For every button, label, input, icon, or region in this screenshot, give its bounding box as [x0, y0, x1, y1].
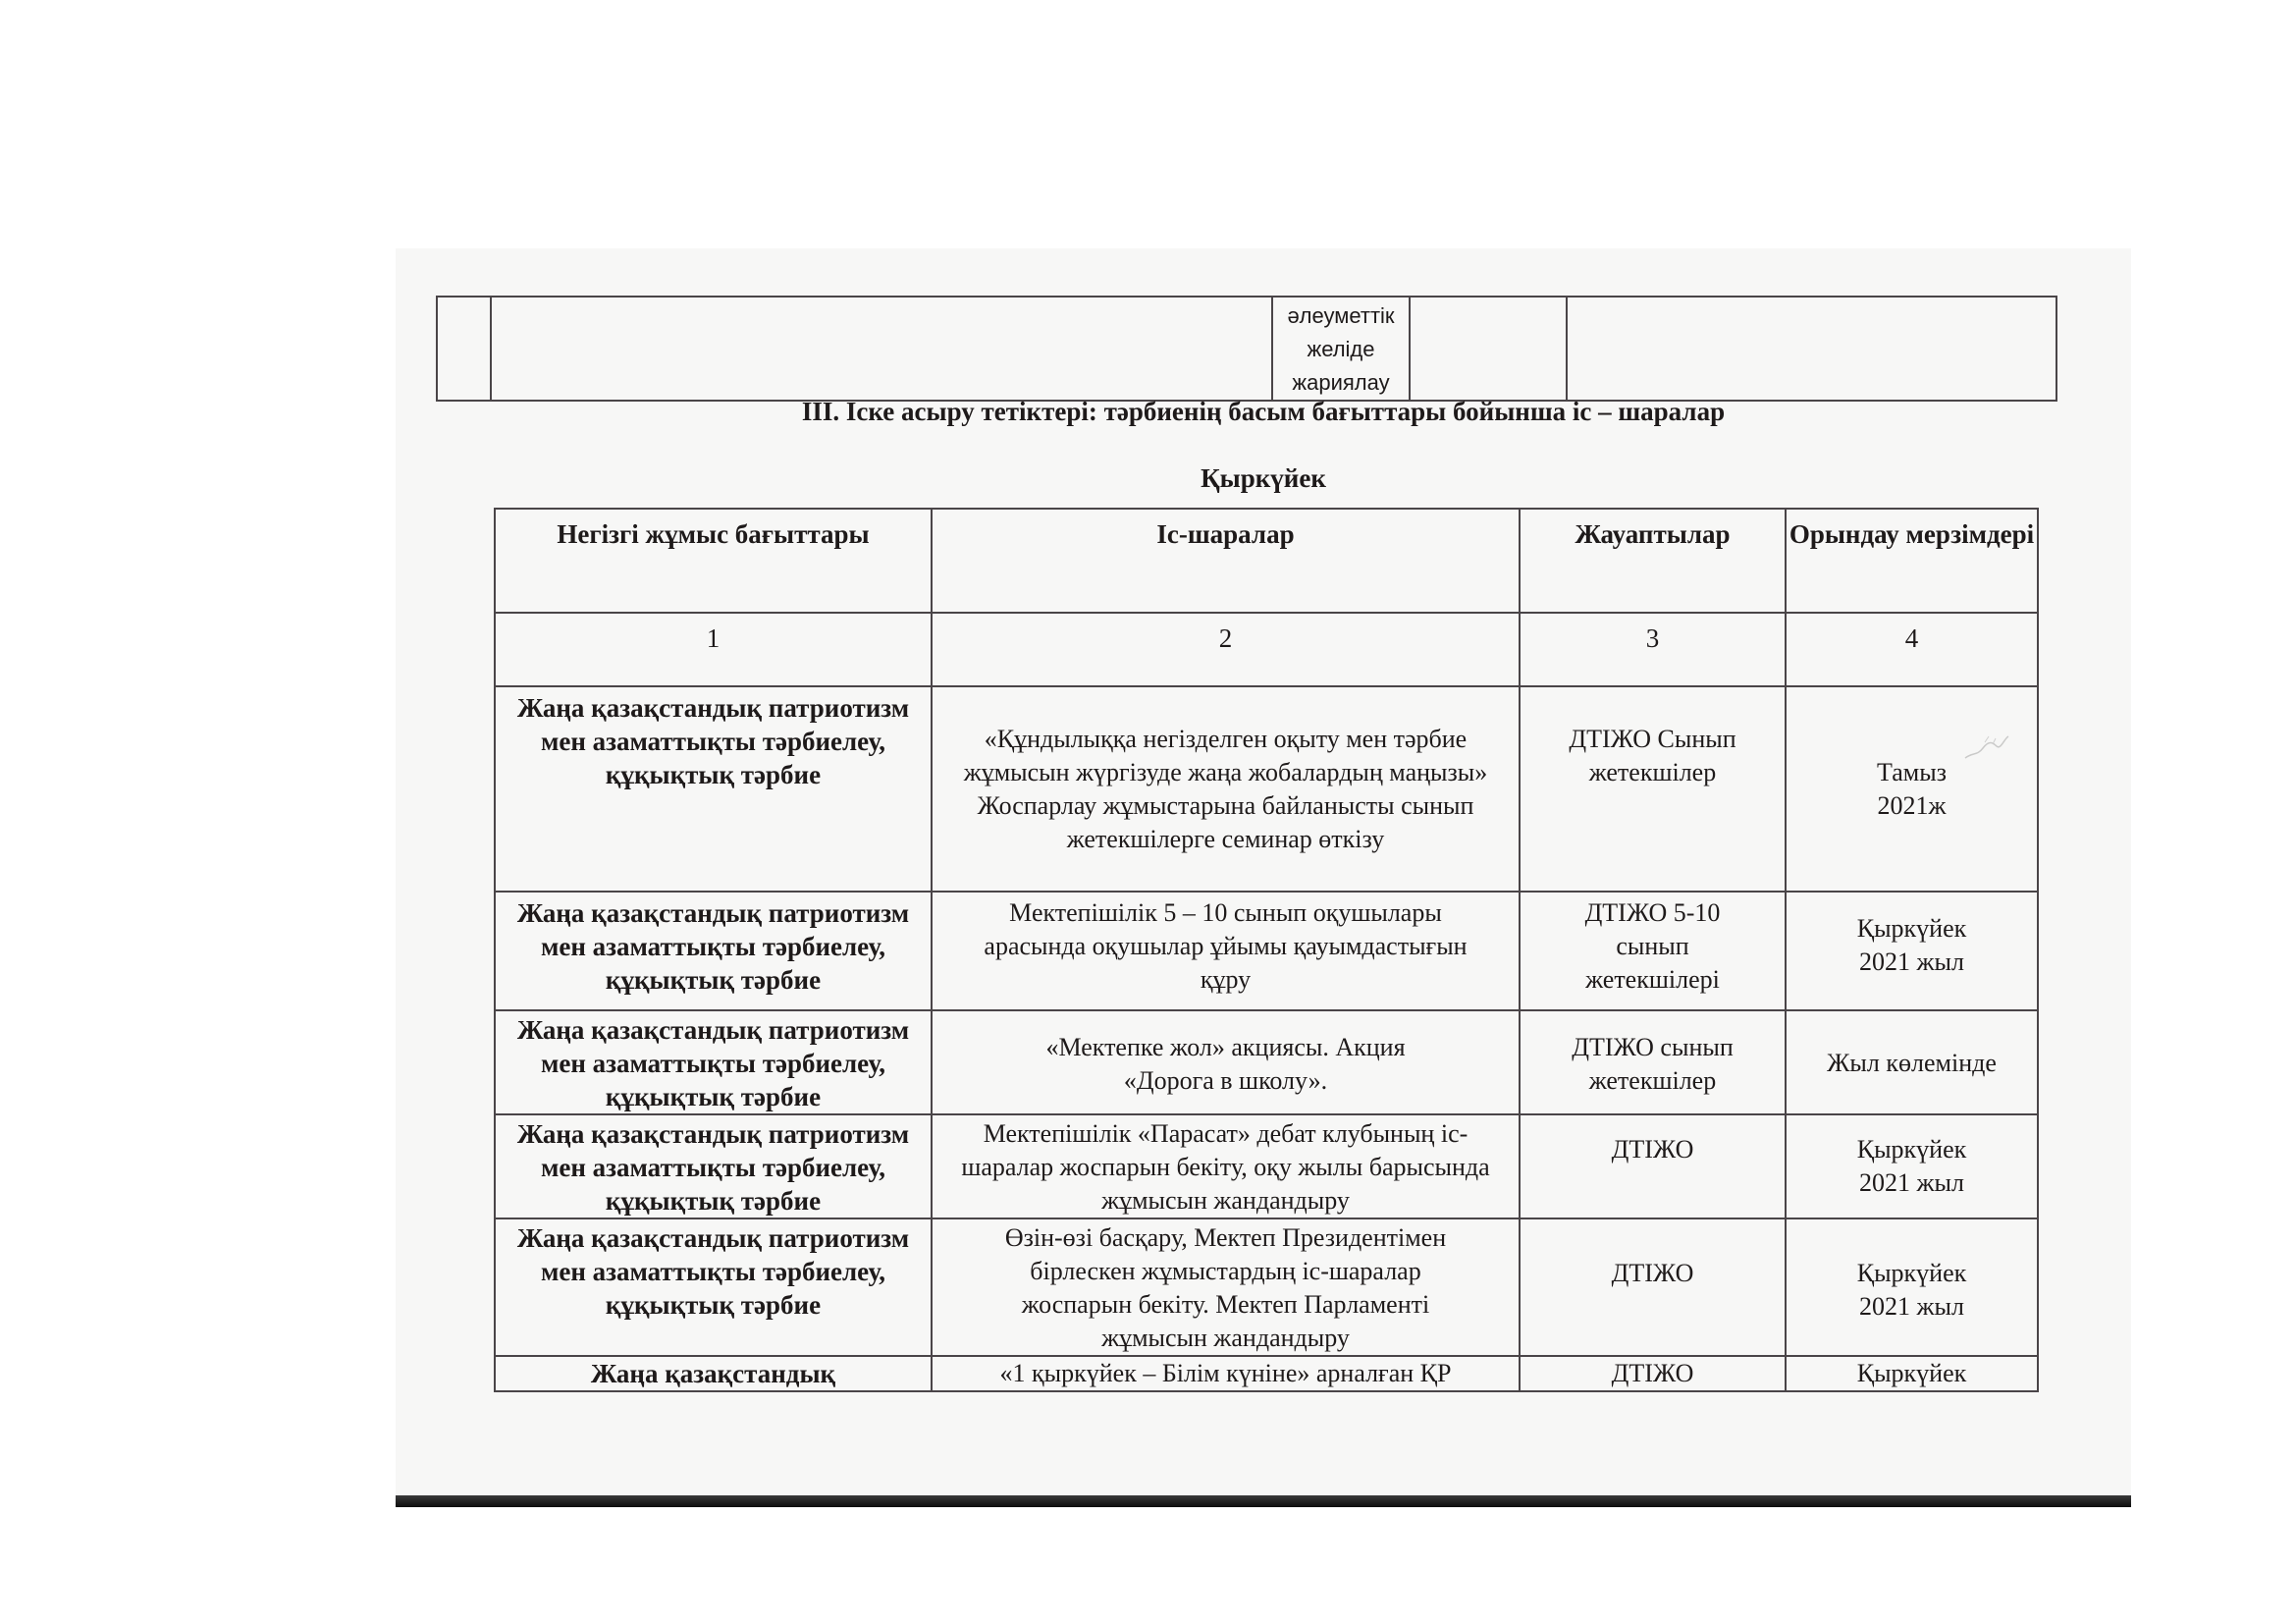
column-number: 1: [495, 613, 932, 686]
month-heading: Қыркүйек: [1201, 463, 1326, 493]
table-cell: [1410, 297, 1567, 401]
activity-cell: Өзін-өзі басқару, Мектеп Президентімен бірлескен жұмыстардың іс-шаралар жоспарын бекіту. Мектеп Парламенті жұмысын жандандыру: [932, 1218, 1520, 1356]
deadline-cell: Жыл көлемінде: [1786, 1010, 2038, 1114]
direction-cell: Жаңа қазақстандық патриотизм мен азаматтықты тәрбиелеу, құқықтық тәрбие: [495, 1114, 932, 1218]
table-cell: [1567, 297, 2056, 401]
section-heading: ІІІ. Іске асыру тетіктері: тәрбиенің басым бағыттары бойынша іс – шаралар: [801, 397, 1726, 426]
responsible-cell: ДТІЖО сынып жетекшілер: [1520, 1010, 1786, 1114]
table-row: [495, 1114, 2038, 1218]
responsible-cell: ДТІЖО: [1520, 1218, 1786, 1356]
direction-cell: Жаңа қазақстандық патриотизм мен азаматтықты тәрбиелеу, құқықтық тәрбие: [495, 686, 932, 892]
activity-cell: «1 қыркүйек – Білім күніне» арналған ҚР: [932, 1356, 1520, 1391]
responsible-cell: ДТІЖО: [1520, 1356, 1786, 1391]
scan-edge-bar: [396, 1495, 2131, 1507]
direction-cell: Жаңа қазақстандық: [495, 1356, 932, 1391]
scribble-mark-icon: [1963, 734, 2010, 762]
column-number: 2: [932, 613, 1520, 686]
table-cell: әлеуметтік желіде жариялау: [1272, 297, 1410, 401]
table-row: [495, 892, 2038, 1010]
activity-cell: «Мектепке жол» акциясы. Акция «Дорога в школу».: [932, 1010, 1520, 1114]
activities-table: [494, 508, 2039, 1392]
previous-table-fragment: [436, 296, 2057, 402]
header-responsible: Жауаптылар: [1520, 509, 1786, 613]
table-row: [495, 1010, 2038, 1114]
activity-cell: Мектепішілік 5 – 10 сынып оқушылары арасында оқушылар ұйымы қауымдастығын құру: [932, 892, 1520, 1010]
responsible-cell: ДТІЖО: [1520, 1114, 1786, 1218]
direction-cell: Жаңа қазақстандық патриотизм мен азаматтықты тәрбиелеу, құқықтық тәрбие: [495, 892, 932, 1010]
header-activities: Іс-шаралар: [932, 509, 1520, 613]
table-row: [495, 686, 2038, 892]
header-directions: Негізгі жұмыс бағыттары: [495, 509, 932, 613]
deadline-cell: Қыркүйек 2021 жыл: [1786, 892, 2038, 1010]
table-cell: [491, 297, 1272, 401]
column-number: 3: [1520, 613, 1786, 686]
deadline-cell: Қыркүйек: [1786, 1356, 2038, 1391]
activity-cell: Мектепішілік «Парасат» дебат клубының іс-шаралар жоспарын бекіту, оқу жылы барысында жұмысын жандандыру: [932, 1114, 1520, 1218]
deadline-cell: Қыркүйек 2021 жыл: [1786, 1114, 2038, 1218]
table-row: [437, 297, 2056, 401]
header-deadlines: Орындау мерзімдері: [1786, 509, 2038, 613]
deadline-cell: Тамыз 2021ж: [1786, 686, 2038, 892]
header-row: [495, 509, 2038, 613]
responsible-cell: ДТІЖО Сынып жетекшілер: [1520, 686, 1786, 892]
table-cell: [437, 297, 491, 401]
direction-cell: Жаңа қазақстандық патриотизм мен азаматтықты тәрбиелеу, құқықтық тәрбие: [495, 1010, 932, 1114]
deadline-cell: Қыркүйек 2021 жыл: [1786, 1218, 2038, 1356]
activity-cell: «Құндылыққа негізделген оқыту мен тәрбие жұмысын жүргізуде жаңа жобалардың маңызы» Жоспарлау жұмыстарына байланысты сынып жетекшілерге семинар өткізу: [932, 686, 1520, 892]
column-number-row: [495, 613, 2038, 686]
table-row: [495, 1218, 2038, 1356]
direction-cell: Жаңа қазақстандық патриотизм мен азаматтықты тәрбиелеу, құқықтық тәрбие: [495, 1218, 932, 1356]
table-row: [495, 1356, 2038, 1391]
column-number: 4: [1786, 613, 2038, 686]
responsible-cell: ДТІЖО 5-10 сынып жетекшілері: [1520, 892, 1786, 1010]
